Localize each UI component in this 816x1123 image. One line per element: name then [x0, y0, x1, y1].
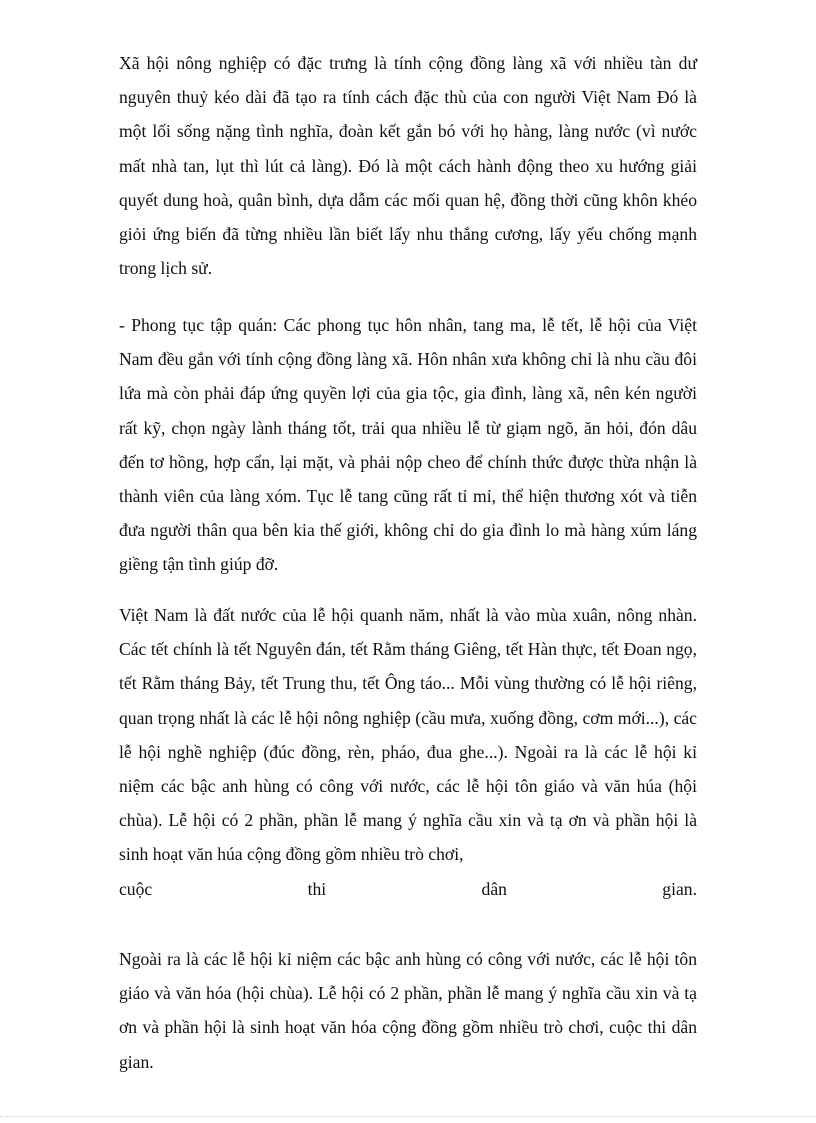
- last-line-word: dân: [481, 878, 507, 899]
- paragraph-festivals-last-line: [119, 872, 697, 906]
- paragraph-festivals-body: Việt Nam là đất nước của lễ hội quanh năm, nhất là vào mùa xuân, nông nhàn. Các tết chính là tết Nguyên đán, tết Rằm tháng Giêng, tết Hàn thực, tết Đoan ngọ, tết Rằm tháng Bảy, tết Trung thu, tết Ông táo... Mỗi vùng thường có lễ hội riêng, quan trọng nhất là các lễ hội nông nghiệp (cầu mưa, xuống đồng, cơm mới...), các lễ hội nghề nghiệp (đúc đồng, rèn, pháo, đua ghe...). Ngoài ra là các lễ hội kỉ niệm các bậc anh hùng có công với nước, các lễ hội tôn giáo và văn húa (hội chùa). Lễ hội có 2 phần, phần lễ mang ý nghĩa cầu xin và tạ ơn và phần hội là sinh hoạt văn húa cộng đồng gồm nhiều trò chơi,: [119, 605, 697, 865]
- last-line-word: gian.: [662, 878, 697, 899]
- paragraph-festivals: [119, 598, 697, 906]
- paragraph-festivals-repeat: Ngoài ra là các lễ hội kỉ niệm các bậc anh hùng có công với nước, các lễ hội tôn giáo và văn hóa (hội chùa). Lễ hội có 2 phần, phần lễ mang ý nghĩa cầu xin và tạ ơn và phần hội là sinh hoạt văn hóa cộng đồng gồm nhiều trò chơi, cuộc thi dân gian.: [119, 949, 697, 1072]
- last-line-word: cuộc: [119, 878, 153, 899]
- paragraph-village-community: Xã hội nông nghiệp có đặc trưng là tính cộng đồng làng xã với nhiều tàn dư nguyên thuỷ kéo dài đã tạo ra tính cách đặc thù của con người Việt Nam Đó là một lối sống nặng tình nghĩa, đoàn kết gắn bó với họ hàng, làng nước (vì nước mất nhà tan, lụt thì lút cả làng). Đó là một cách hành động theo xu hướng giải quyết dung hoà, quân bình, dựa dẫm các mối quan hệ, đồng thời cũng khôn khéo giỏi ứng biến đã từng nhiều lần biết lấy nhu thắng cương, lấy yếu chống mạnh trong lịch sử.: [119, 53, 697, 279]
- last-line-word: thi: [307, 878, 327, 899]
- page-bottom-divider: [0, 1116, 816, 1117]
- paragraph-customs-traditions: - Phong tục tập quán: Các phong tục hôn nhân, tang ma, lễ tết, lễ hội của Việt Nam đều gắn với tính cộng đồng làng xã. Hôn nhân xưa không chỉ là nhu cầu đôi lứa mà còn phải đáp ứng quyền lợi của gia tộc, gia đình, làng xã, nên kén người rất kỹ, chọn ngày lành tháng tốt, trải qua nhiều lễ từ giạm ngõ, ăn hỏi, đón dâu đến tơ hồng, hợp cẩn, lại mặt, và phải nộp cheo để chính thức được thừa nhận là thành viên của làng xóm. Tục lễ tang cũng rất tỉ mỉ, thể hiện thương xót và tiễn đưa người thân qua bên kia thế giới, không chỉ do gia đình lo mà hàng xúm láng giềng tận tình giúp đỡ.: [119, 315, 697, 575]
